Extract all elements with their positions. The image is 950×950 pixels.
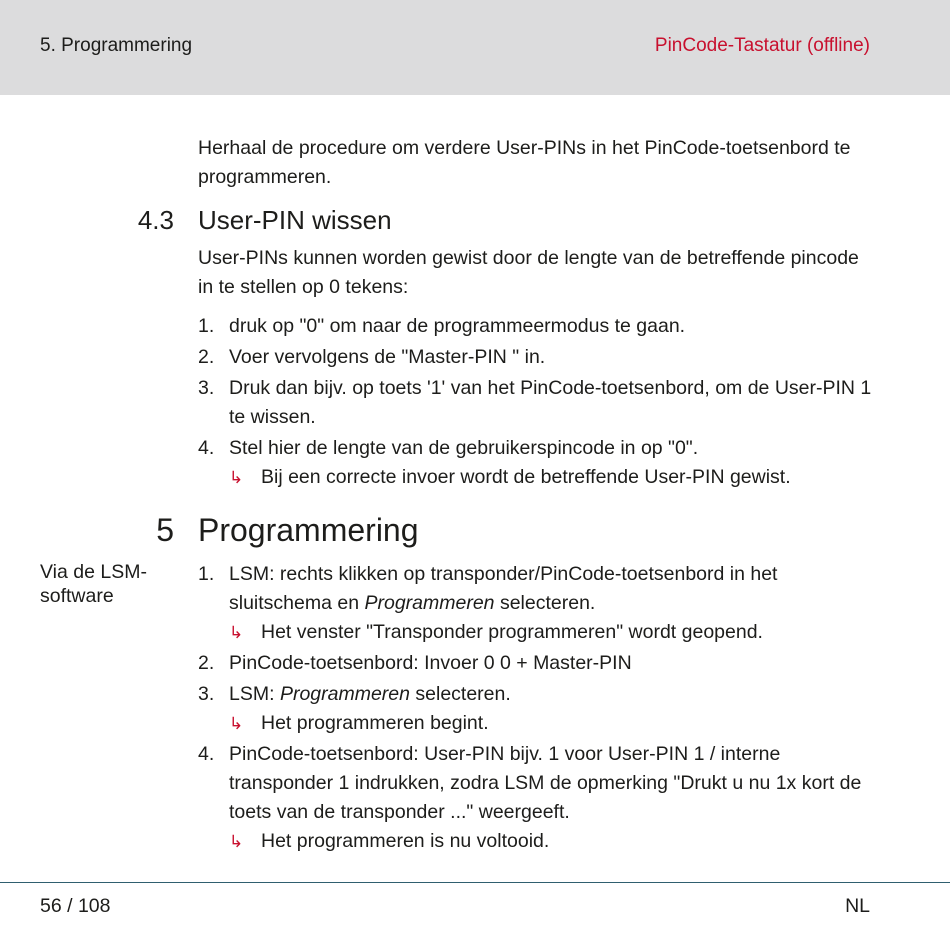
result-arrow-icon: ↳ [229, 832, 244, 851]
page-number: 56 / 108 [40, 895, 111, 917]
intro-paragraph: Herhaal de procedure om verdere User-PINs in het PinCode-toetsenbord te programmeren. [198, 137, 851, 188]
footer-divider [0, 882, 950, 883]
section-5-steps [198, 560, 878, 858]
list-item: 3. LSM: Programmeren selecteren. ↳ Het programmeren begint. [198, 680, 878, 738]
section-5-number: 5 [156, 512, 174, 548]
section-43-title: User-PIN wissen [198, 205, 392, 235]
result-line: ↳ Bij een correcte invoer wordt de betreffende User-PIN gewist. [229, 463, 878, 492]
result-arrow-icon: ↳ [229, 714, 244, 733]
result-arrow-icon: ↳ [229, 468, 244, 487]
product-label: PinCode-Tastatur (offline) [654, 35, 870, 56]
result-line: ↳ Het venster "Transponder programmeren" wordt geopend. [229, 618, 878, 647]
page-header [0, 0, 950, 95]
section-43-steps [198, 312, 878, 494]
list-item: 4. Stel hier de lengte van de gebruikerspincode in op "0". ↳ Bij een correcte invoer wordt de betreffende User-PIN gewist. [198, 434, 878, 492]
list-item: 4. PinCode-toetsenbord: User-PIN bijv. 1 voor User-PIN 1 / interne transponder 1 indrukken, zodra LSM de opmerking "Drukt u nu 1x kort de toets van de transponder ..." weergeeft. ↳ Het programmeren is nu voltooid. [198, 740, 878, 856]
list-item: 1. LSM: rechts klikken op transponder/PinCode-toetsenbord in het sluitschema en Programmeren selecteren. ↳ Het venster "Transponder programmeren" wordt geopend. [198, 560, 878, 647]
result-line: ↳ Het programmeren is nu voltooid. [229, 827, 878, 856]
list-item: 3. Druk dan bijv. op toets '1' van het PinCode-toetsenbord, om de User-PIN 1 te wissen. [198, 377, 872, 428]
chapter-label: 5. Programmering [40, 35, 193, 56]
list-item: 2. Voer vervolgens de "Master-PIN " in. [198, 346, 546, 368]
result-line: ↳ Het programmeren begint. [229, 709, 878, 738]
language-code: NL [845, 895, 870, 917]
section-43-number: 4.3 [137, 205, 174, 235]
side-label: Via de LSM-software [40, 561, 147, 607]
section-5-title: Programmering [198, 512, 419, 548]
section-43-text: User-PINs kunnen worden gewist door de lengte van de betreffende pincode in te stellen op 0 tekens: [198, 247, 859, 298]
list-item: 1. druk op "0" om naar de programmeermodus te gaan. [198, 315, 686, 337]
list-item: 2. PinCode-toetsenbord: Invoer 0 0 + Master-PIN [198, 652, 632, 674]
result-arrow-icon: ↳ [229, 623, 244, 642]
